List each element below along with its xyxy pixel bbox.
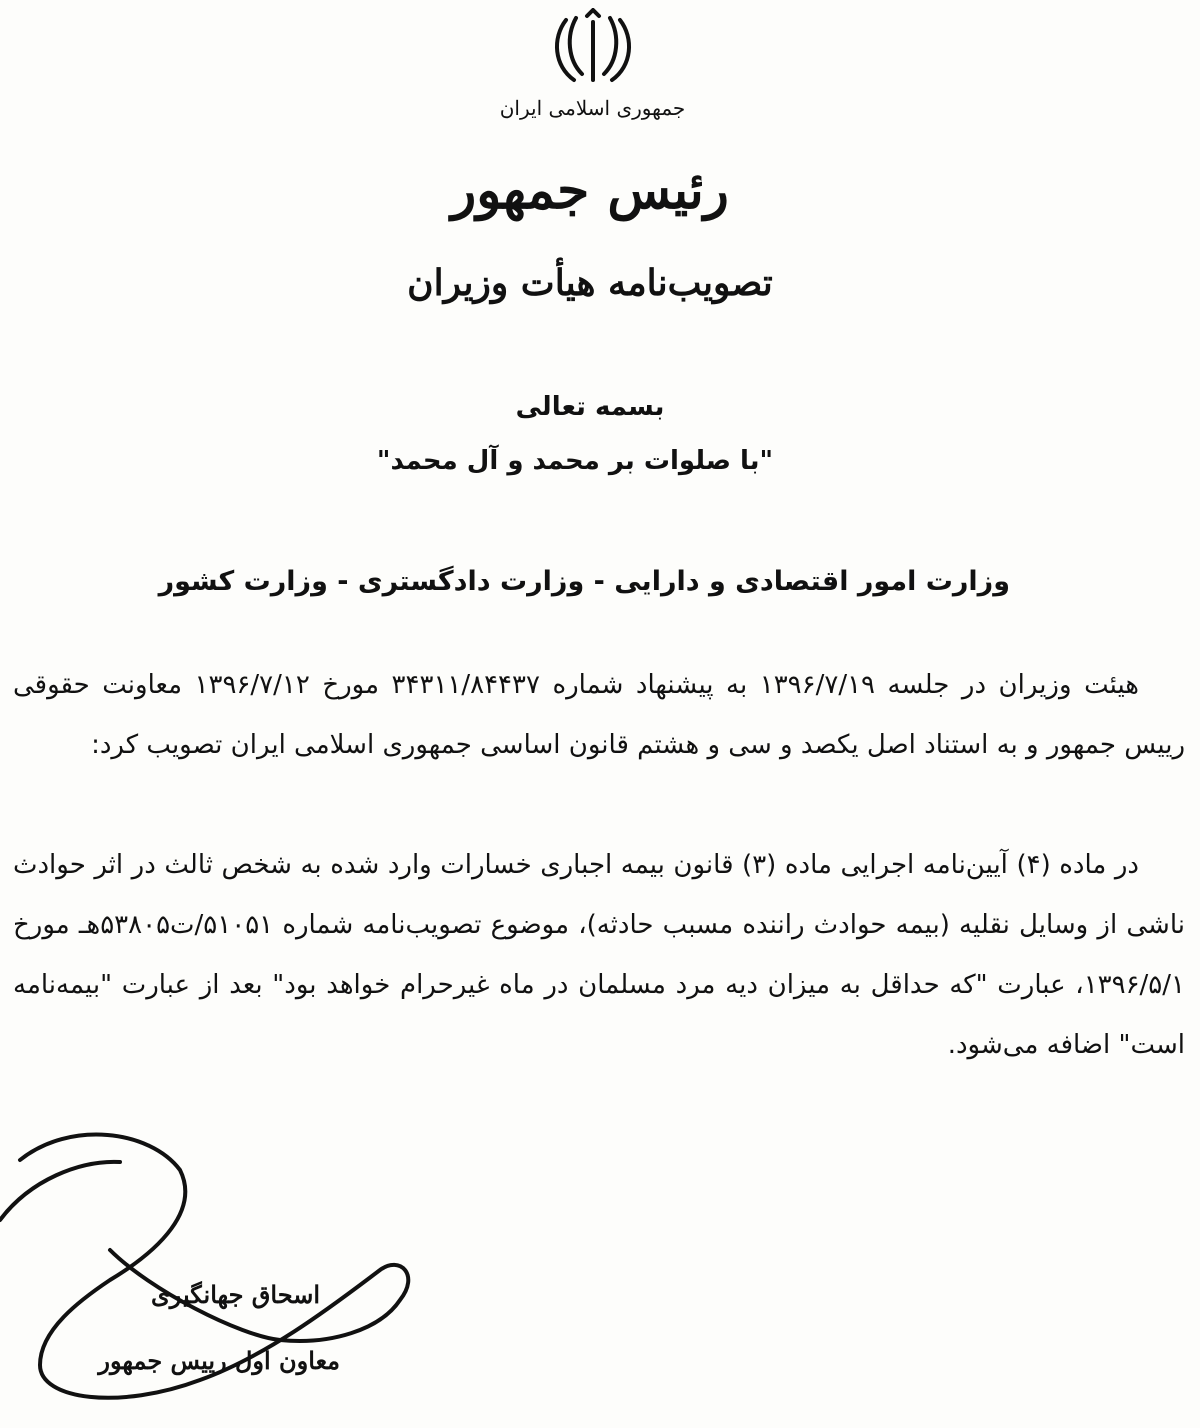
basmala: بسمه تعالی: [515, 392, 665, 422]
signatory-name: اسحاق جهانگیری: [151, 1280, 320, 1309]
salavat: "با صلوات بر محمد و آل محمد": [376, 446, 774, 476]
body-paragraph-2: در ماده (۴) آیین‌نامه اجرایی ماده (۳) قانون بیمه اجباری خسارات وارد شده به شخص ثالث در اثر حوادث ناشی از وسایل نقلیه (بیمه حوادث راننده مسبب حادثه)، موضوع تصویب‌نامه شماره ۵۱۰۵۱/ت۵۳۸۰۵هـ مورخ ۱۳۹۶/۵/۱، عبارت "که حداقل به میزان دیه مرد مسلمان در ماه غیرحرام خواهد بود" بعد از عبارت "بیمه‌نامه است" اضافه می‌شود.: [13, 850, 1185, 1060]
iran-emblem-icon: [548, 8, 638, 88]
recipients-line: وزارت امور اقتصادی و دارایی - وزارت دادگستری - وزارت کشور: [158, 566, 1010, 597]
signatory-title: معاون اول رییس جمهور: [98, 1346, 340, 1375]
body-paragraph-1: هیئت وزیران در جلسه ۱۳۹۶/۷/۱۹ به پیشنهاد شماره ۳۴۳۱۱/۸۴۴۳۷ مورخ ۱۳۹۶/۷/۱۲ معاونت حقوقی رییس جمهور و به استناد اصل یکصد و سی و هشتم قانون اساسی جمهوری اسلامی ایران تصویب کرد:: [13, 670, 1185, 760]
letterhead-country: جمهوری اسلامی ایران: [499, 96, 686, 120]
handwritten-signature-icon: [0, 1100, 460, 1428]
letterhead-subtitle: تصویب‌نامه هیأت وزیران: [407, 262, 773, 304]
letterhead-office: رئیس جمهور: [451, 160, 729, 221]
